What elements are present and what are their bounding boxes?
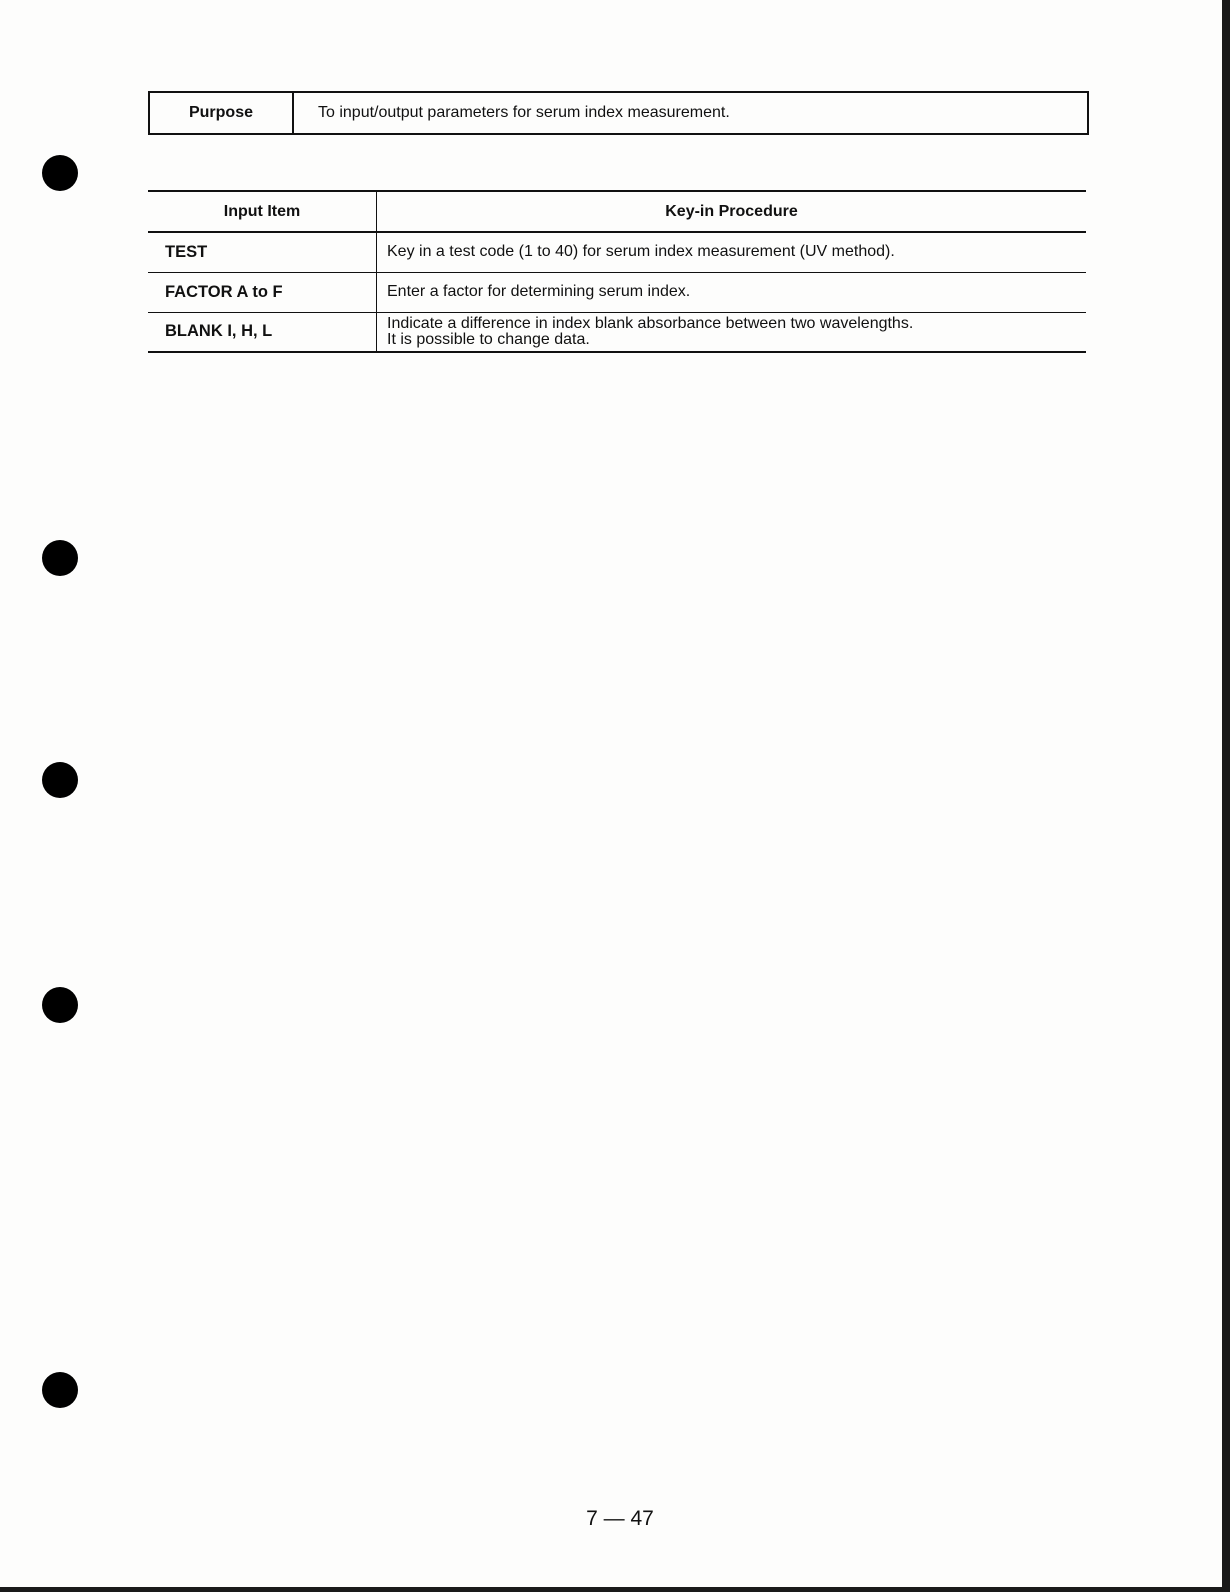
procedure-line: Enter a factor for determining serum index. [387, 283, 691, 300]
procedure-line: It is possible to change data. [387, 330, 590, 348]
punch-hole-5 [42, 1372, 78, 1408]
input-item-cell: TEST [148, 232, 377, 272]
input-item-cell: BLANK I, H, L [148, 312, 377, 352]
punch-hole-2 [42, 540, 78, 576]
punch-hole-1 [42, 155, 78, 191]
input-item-cell: FACTOR A to F [148, 272, 377, 312]
table-row [148, 232, 1086, 272]
purpose-text: To input/output parameters for serum index measurement. [318, 104, 730, 121]
procedure-cell [377, 312, 1087, 352]
purpose-label: Purpose [150, 93, 294, 133]
procedure-cell [377, 272, 1087, 312]
purpose-box [148, 91, 1089, 135]
header-key-in-procedure: Key-in Procedure [665, 202, 798, 220]
table-row [148, 272, 1086, 312]
page-number: 7 — 47 [586, 1507, 654, 1530]
procedure-line: Key in a test code (1 to 40) for serum index measurement (UV method). [387, 243, 895, 261]
procedure-line: Indicate a difference in index blank absorbance between two wavelengths. [387, 314, 914, 332]
punch-hole-3 [42, 762, 78, 798]
table-row [148, 312, 1086, 352]
key-in-procedure-table [148, 190, 1086, 353]
procedure-cell [377, 232, 1087, 272]
punch-hole-4 [42, 987, 78, 1023]
table-header-row [148, 191, 1086, 232]
header-input-item: Input Item [148, 191, 377, 232]
